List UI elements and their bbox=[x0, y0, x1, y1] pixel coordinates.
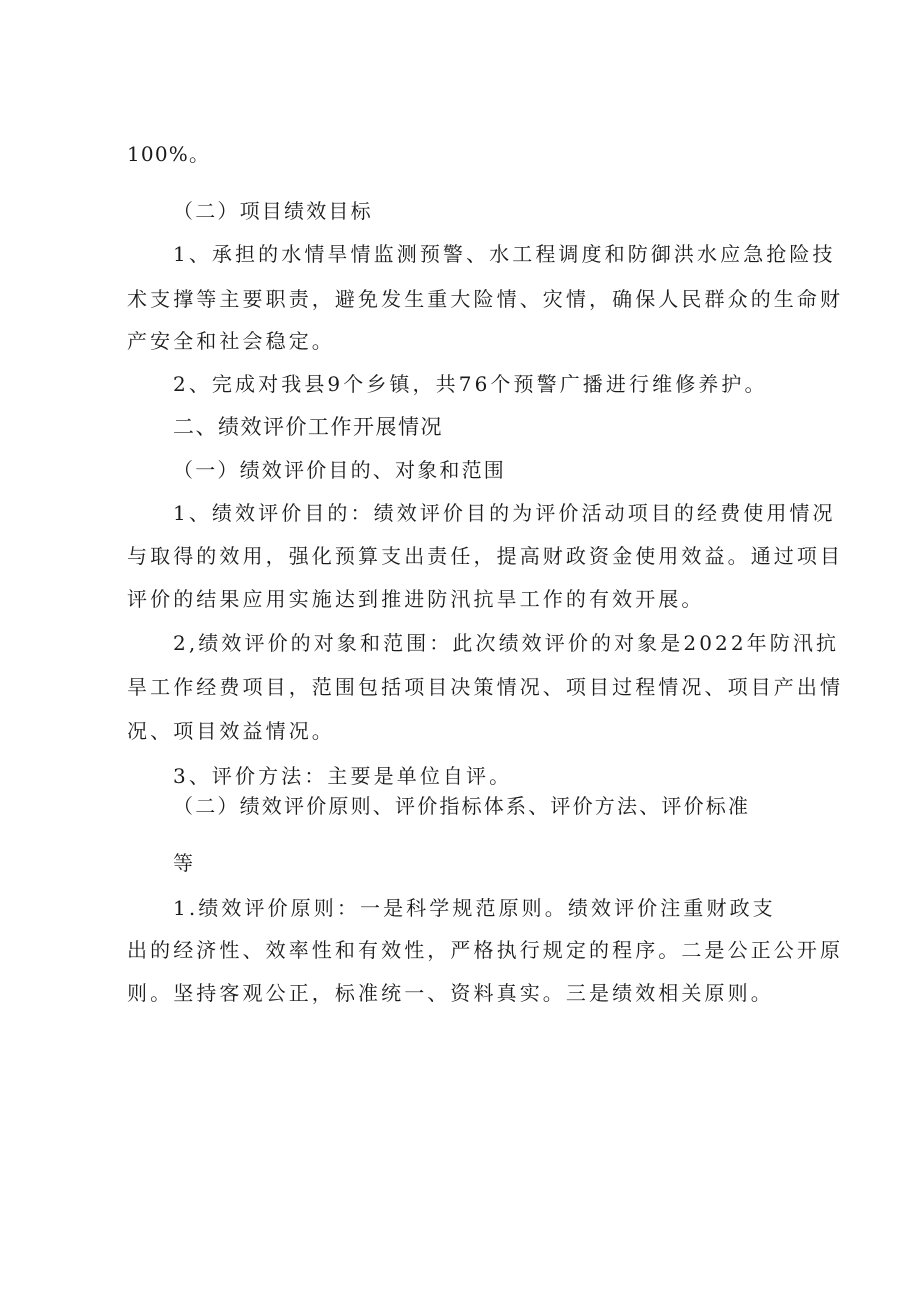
paragraph-line: 等 bbox=[173, 851, 197, 875]
paragraph-line: 2,绩效评价的对象和范围：此次绩效评价的对象是2022年防汛抗 bbox=[173, 631, 840, 655]
section-title-principles: （二）绩效评价原则、评价指标体系、评价方法、评价标准 bbox=[173, 794, 751, 818]
paragraph-line: 评价的结果应用实施达到推进防汛抗旱工作的有效开展。 bbox=[127, 587, 705, 611]
paragraph-line: 1.绩效评价原则：一是科学规范原则。绩效评价注重财政支 bbox=[173, 896, 776, 920]
paragraph-line: 产安全和社会稳定。 bbox=[127, 329, 335, 353]
paragraph-line: 与取得的效用，强化预算支出责任，提高财政资金使用效益。通过项目 bbox=[127, 544, 844, 568]
paragraph-line: 则。坚持客观公正，标准统一、资料真实。三是绩效相关原则。 bbox=[127, 981, 774, 1005]
paragraph-line: 况、项目效益情况。 bbox=[127, 719, 335, 743]
section-title-project-goals: （二）项目绩效目标 bbox=[173, 199, 373, 223]
paragraph-line: 1、绩效评价目的：绩效评价目的为评价活动项目的经费使用情况 bbox=[173, 501, 836, 525]
heading-evaluation-work: 二、绩效评价工作开展情况 bbox=[173, 415, 443, 439]
paragraph-line: 2、完成对我县9个乡镇，共76个预警广播进行维修养护。 bbox=[173, 372, 768, 396]
paragraph-line: 3、评价方法：主要是单位自评。 bbox=[173, 764, 513, 788]
percent-line: 100%。 bbox=[127, 142, 211, 166]
paragraph-line: 术支撑等主要职责，避免发生重大险情、灾情，确保人民群众的生命财 bbox=[127, 287, 844, 311]
paragraph-line: 出的经济性、效率性和有效性，严格执行规定的程序。二是公正公开原 bbox=[127, 938, 844, 962]
section-title-purpose-scope: （一）绩效评价目的、对象和范围 bbox=[173, 458, 506, 482]
paragraph-line: 1、承担的水情旱情监测预警、水工程调度和防御洪水应急抢险技 bbox=[173, 242, 836, 266]
paragraph-line: 旱工作经费项目，范围包括项目决策情况、项目过程情况、项目产出情 bbox=[127, 675, 844, 699]
